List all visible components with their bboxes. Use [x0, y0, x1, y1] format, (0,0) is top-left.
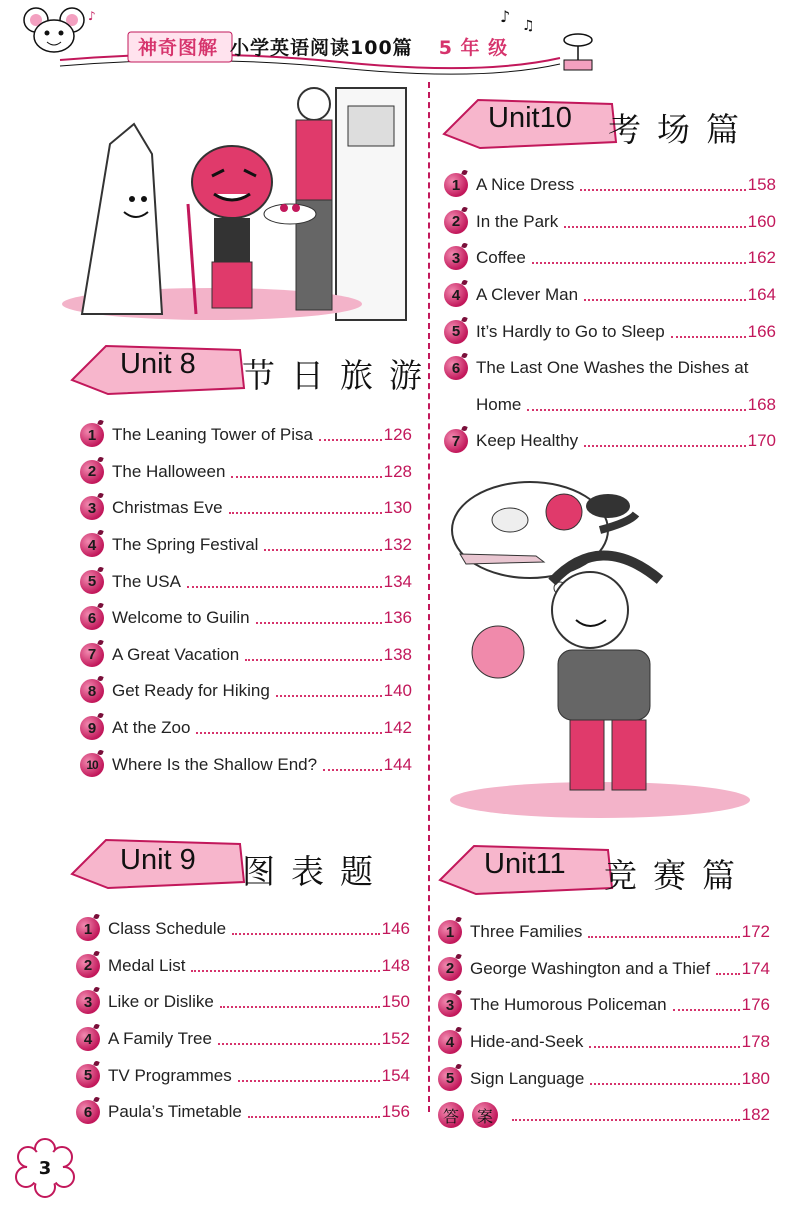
item-title: Class Schedule [108, 919, 227, 939]
item-title-continued: Home [476, 394, 522, 414]
unit11-toc [438, 914, 770, 1134]
item-title: In the Park [476, 211, 559, 231]
item-page: 126 [383, 425, 412, 445]
toc-item[interactable] [76, 984, 410, 1021]
item-title: Coffee [476, 248, 526, 268]
item-page: 172 [741, 922, 770, 942]
item-page: 132 [383, 535, 412, 555]
svg-text:♫: ♫ [522, 18, 535, 34]
item-page: 150 [381, 992, 410, 1012]
unit9-header [68, 832, 418, 894]
leader-dots [671, 336, 746, 338]
item-number-badge: 2 [444, 210, 468, 234]
item-page: 130 [383, 498, 412, 518]
leader-dots [276, 695, 382, 697]
toc-item-answer-key[interactable] [438, 1097, 770, 1134]
toc-item[interactable] [444, 167, 776, 204]
leader-dots [231, 476, 381, 478]
toc-item[interactable] [438, 914, 770, 951]
leader-dots [248, 1116, 380, 1118]
item-title: Hide-and-Seek [470, 1032, 584, 1052]
leader-dots [264, 549, 381, 551]
item-page: 164 [747, 285, 776, 305]
unit11-header [436, 838, 786, 900]
item-number-badge: 2 [438, 957, 462, 981]
answer-char: 案 [472, 1102, 498, 1128]
item-number-badge: 2 [76, 954, 100, 978]
grade-label: 5 年 级 [438, 36, 509, 59]
unit11-title: 竞赛篇 [604, 856, 751, 895]
item-title: Get Ready for Hiking [112, 681, 270, 701]
item-title: A Clever Man [476, 285, 579, 305]
item-page: 144 [383, 754, 412, 774]
toc-item[interactable] [80, 710, 412, 747]
unit8-title: 节日旅游 [242, 356, 438, 395]
item-page: 160 [747, 211, 776, 231]
leader-dots [319, 439, 382, 441]
item-page: 182 [741, 1105, 770, 1125]
leader-dots [532, 262, 746, 264]
toc-item[interactable] [80, 527, 412, 564]
leader-dots [588, 936, 739, 938]
unit9-toc [76, 911, 410, 1131]
unit9-label: Unit 9 [120, 844, 196, 876]
item-page: 162 [747, 248, 776, 268]
unit10-label: Unit10 [488, 102, 572, 134]
item-page: 148 [381, 955, 410, 975]
leader-dots [527, 409, 745, 411]
toc-item[interactable] [438, 987, 770, 1024]
item-number-badge: 6 [76, 1100, 100, 1124]
item-page: 140 [383, 681, 412, 701]
item-title: Where Is the Shallow End? [112, 754, 318, 774]
unit10-header [440, 92, 790, 154]
item-title: TV Programmes [108, 1065, 232, 1085]
item-title: A Family Tree [108, 1029, 212, 1049]
unit10-toc [444, 167, 776, 460]
item-number-badge: 4 [80, 533, 104, 557]
toc-item[interactable] [80, 673, 412, 710]
toc-item[interactable] [444, 240, 776, 277]
leader-dots [245, 659, 381, 661]
item-title: A Nice Dress [476, 175, 575, 195]
item-page: 138 [383, 644, 412, 664]
series-name: 神奇图解 [138, 36, 219, 59]
leader-dots [584, 299, 746, 301]
item-number-badge: 4 [76, 1027, 100, 1051]
item-page: 170 [747, 431, 776, 451]
toc-item[interactable] [444, 423, 776, 460]
item-number-badge: 3 [80, 496, 104, 520]
item-number-badge: 7 [80, 643, 104, 667]
leader-dots [590, 1083, 739, 1085]
item-title: George Washington and a Thief [470, 958, 711, 978]
leader-dots [580, 189, 745, 191]
leader-dots [323, 769, 382, 771]
item-title: It’s Hardly to Go to Sleep [476, 321, 665, 341]
leader-dots [220, 1006, 380, 1008]
item-number-badge: 3 [444, 246, 468, 270]
toc-item[interactable] [80, 417, 412, 454]
toc-item[interactable] [80, 454, 412, 491]
item-page: 168 [747, 394, 776, 414]
leader-dots [673, 1009, 740, 1011]
item-page: 136 [383, 608, 412, 628]
toc-item[interactable] [444, 277, 776, 314]
item-number-badge: 8 [80, 679, 104, 703]
toc-item[interactable] [80, 490, 412, 527]
leader-dots [256, 622, 382, 624]
item-page: 134 [383, 571, 412, 591]
item-title: The Spring Festival [112, 535, 259, 555]
header-banner [0, 0, 800, 80]
item-number-badge: 1 [444, 173, 468, 197]
toc-item[interactable] [76, 948, 410, 985]
page-number [14, 1137, 76, 1199]
unit8-toc [80, 417, 412, 783]
toc-item[interactable] [80, 563, 412, 600]
toc-item[interactable] [80, 637, 412, 674]
item-page: 152 [381, 1029, 410, 1049]
item-number-badge: 4 [438, 1030, 462, 1054]
item-number-badge: 1 [80, 423, 104, 447]
toc-item[interactable] [438, 951, 770, 988]
leader-dots [229, 512, 382, 514]
unit8-label: Unit 8 [120, 348, 196, 380]
item-page: 178 [741, 1032, 770, 1052]
item-page: 180 [741, 1068, 770, 1088]
item-number-badge: 5 [76, 1064, 100, 1088]
unit9-title: 图表题 [242, 852, 389, 891]
item-title: Keep Healthy [476, 431, 579, 451]
item-title: Paula’s Timetable [108, 1102, 242, 1122]
leader-dots [589, 1046, 739, 1048]
toc-item[interactable] [444, 350, 776, 423]
leader-dots [512, 1119, 740, 1121]
item-title: At the Zoo [112, 718, 191, 738]
item-page: 128 [383, 461, 412, 481]
toc-item[interactable] [76, 911, 410, 948]
toc-item[interactable] [80, 746, 412, 783]
item-title: Sign Language [470, 1068, 585, 1088]
book-title: 小学英语阅读100篇 [230, 36, 413, 59]
item-title: The Last One Washes the Dishes at [476, 358, 749, 378]
item-title: The Halloween [112, 461, 226, 481]
item-number-badge: 1 [76, 917, 100, 941]
toc-item[interactable] [76, 1094, 410, 1131]
toc-item[interactable] [438, 1060, 770, 1097]
item-title: Welcome to Guilin [112, 608, 250, 628]
leader-dots [716, 973, 740, 975]
item-title: Like or Dislike [108, 992, 214, 1012]
item-title: Christmas Eve [112, 498, 223, 518]
item-number-badge: 3 [438, 993, 462, 1017]
item-number-badge: 5 [438, 1067, 462, 1091]
answer-char: 答 [438, 1102, 464, 1128]
toc-item[interactable] [76, 1057, 410, 1094]
unit11-label: Unit11 [484, 848, 566, 880]
unit8-header [68, 338, 438, 400]
item-page: 174 [741, 958, 770, 978]
item-page: 156 [381, 1102, 410, 1122]
answer-key-badges [438, 1102, 498, 1128]
leader-dots [196, 732, 381, 734]
item-number-badge: 2 [80, 460, 104, 484]
item-number-badge: 10 [80, 753, 104, 777]
item-number-badge: 3 [76, 990, 100, 1014]
item-number-badge: 7 [444, 429, 468, 453]
unit10-title: 考场篇 [608, 110, 755, 149]
leader-dots [238, 1080, 380, 1082]
item-number-badge: 9 [80, 716, 104, 740]
item-page: 146 [381, 919, 410, 939]
item-number-badge: 4 [444, 283, 468, 307]
halloween-illustration [52, 84, 412, 329]
leader-dots [232, 933, 380, 935]
toc-item[interactable] [76, 1021, 410, 1058]
item-number-badge: 1 [438, 920, 462, 944]
item-number-badge: 6 [444, 356, 468, 380]
item-number-badge: 5 [80, 570, 104, 594]
svg-text:♪: ♪ [500, 7, 511, 26]
toc-item[interactable] [438, 1024, 770, 1061]
item-page: 166 [747, 321, 776, 341]
item-title: Medal List [108, 955, 186, 975]
toc-item[interactable] [80, 600, 412, 637]
leader-dots [218, 1043, 380, 1045]
item-title: Three Families [470, 922, 583, 942]
item-page: 142 [383, 718, 412, 738]
toc-item[interactable] [444, 313, 776, 350]
leader-dots [564, 226, 745, 228]
toc-item[interactable] [444, 204, 776, 241]
item-title: A Great Vacation [112, 644, 240, 664]
item-title: The Leaning Tower of Pisa [112, 425, 313, 445]
item-page: 154 [381, 1065, 410, 1085]
item-title: The USA [112, 571, 181, 591]
mouse-mascot-icon [10, 2, 106, 58]
item-page: 176 [741, 995, 770, 1015]
exercise-illustration [440, 470, 780, 820]
item-page: 158 [747, 175, 776, 195]
svg-text:♪: ♪ [88, 9, 96, 23]
page-number-text: 3 [38, 1157, 52, 1179]
item-number-badge: 6 [80, 606, 104, 630]
leader-dots [191, 970, 379, 972]
column-divider [428, 82, 430, 1112]
leader-dots [584, 445, 746, 447]
item-number-badge: 5 [444, 320, 468, 344]
leader-dots [187, 586, 382, 588]
item-title: The Humorous Policeman [470, 995, 667, 1015]
